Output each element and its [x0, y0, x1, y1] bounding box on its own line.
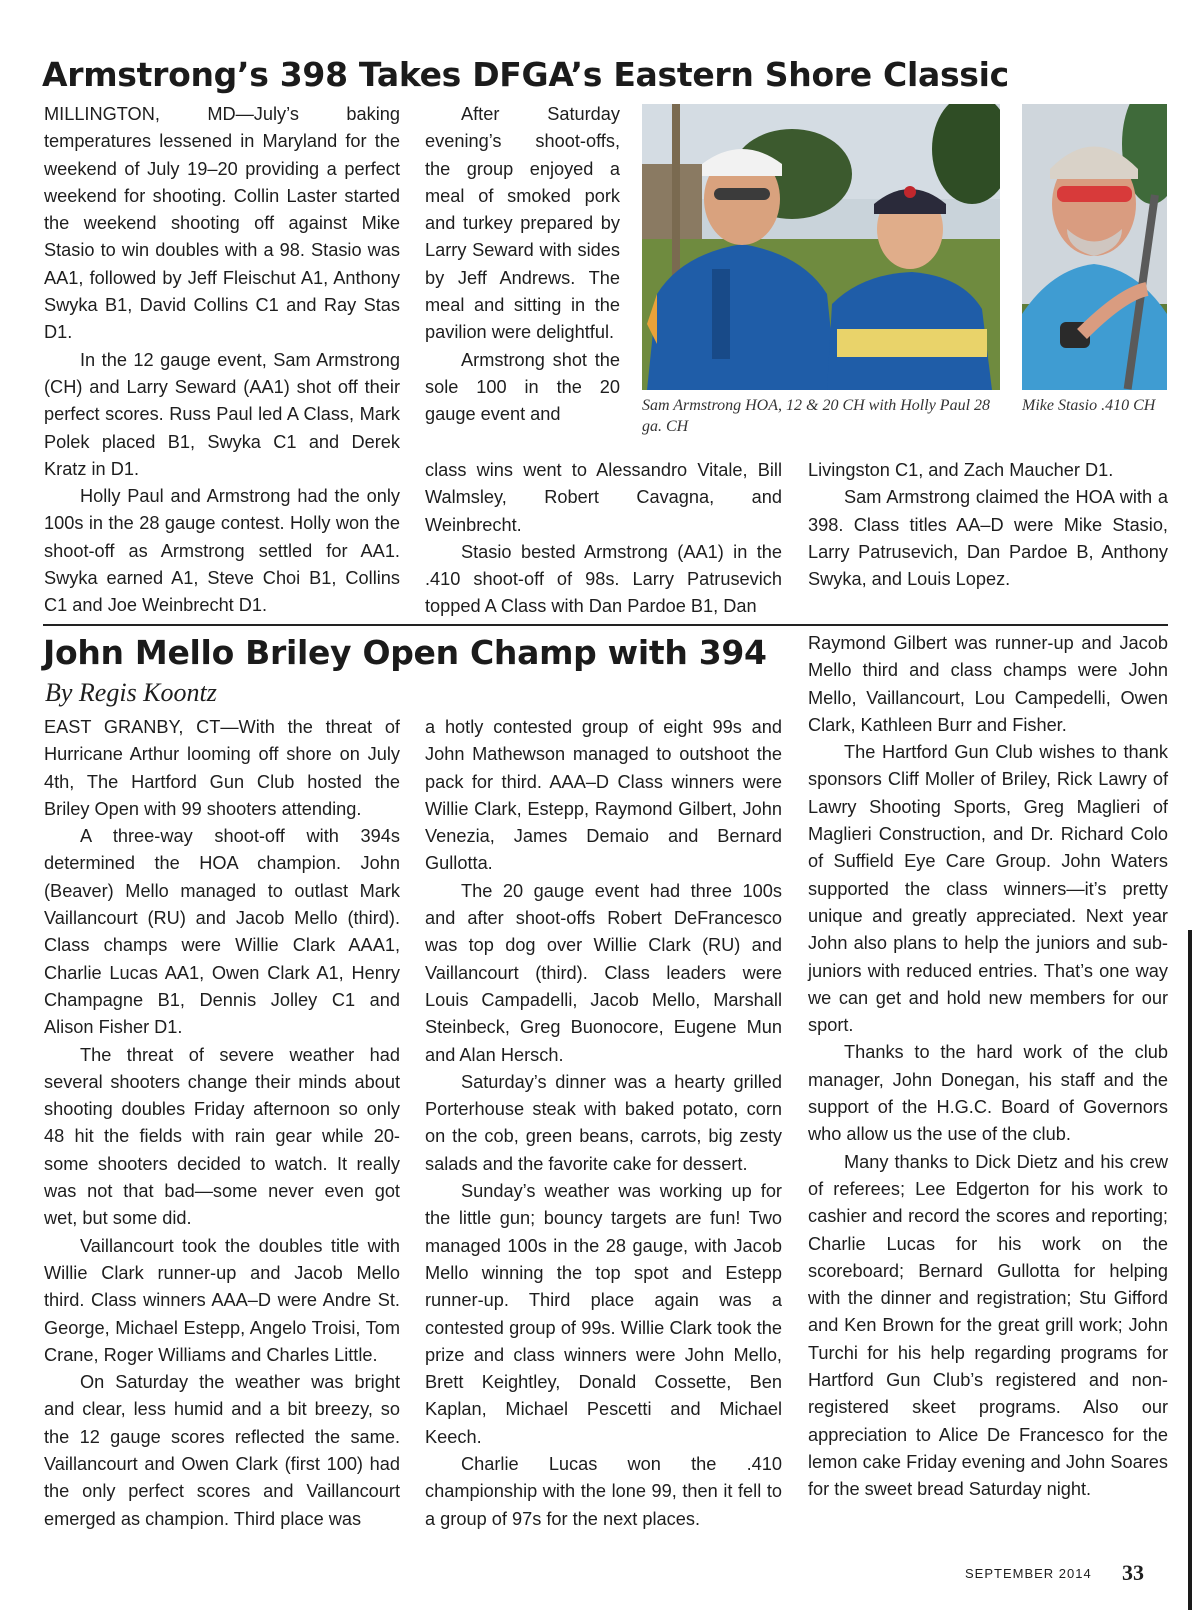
photo-illustration [1022, 104, 1167, 390]
paragraph: On Saturday the weather was bright and clear, less humid and a bit breezy, so the 12 gauge scores reflected the same. Vaillancourt and Owen Clark (first 100) had the only perfect scores and Vaillancourt emerged as champion. Third place was [44, 1372, 400, 1529]
article1-column-2-top [425, 101, 620, 429]
photo-armstrong-and-paul [642, 104, 1000, 390]
article1-column-2-bottom [425, 457, 782, 621]
paragraph: EAST GRANBY, CT—With the threat of Hurricane Arthur looming off shore on July 4th, The Hartford Gun Club hosted the Briley Open with 99 shooters attending. [44, 717, 400, 819]
article2-column-2 [425, 714, 782, 1533]
article1-column-3 [808, 457, 1168, 593]
photo-illustration [642, 104, 1000, 390]
article1-column-1 [44, 101, 400, 620]
article2-title: John Mello Briley Open Champ with 394 [43, 633, 767, 672]
paragraph: Sam Armstrong claimed the HOA with a 398. Class titles AA–D were Mike Stasio, Larry Patrusevich, Dan Pardoe B, Anthony Swyka, and Louis Lopez. [808, 487, 1168, 590]
paragraph: a hotly contested group of eight 99s and John Mathewson managed to outshoot the pack for third. AAA–D Class winners were Willie Clark, Estepp, Raymond Gilbert, John Venezia, James Demaio and Bernard Gullotta. [425, 717, 782, 874]
article2-byline: By Regis Koontz [45, 678, 217, 707]
article1-title: Armstrong’s 398 Takes DFGA’s Eastern Shore Classic [42, 55, 1009, 94]
paragraph: Many thanks to Dick Dietz and his crew of referees; Lee Edgerton for his work to cashier and record the scores and reporting; Charlie Lucas for his work on the scoreboard; Bernard Gullotta for helping with the dinner and registration; Stu Gifford and Ken Brown for the great grill work; John Turchi for his help regarding programs for Hartford Gun Club’s registered and non-registered skeet programs. Also our appreciation to Alice De Francesco for the lemon cake Friday evening and John Soares for the sweet bread Saturday night. [808, 1151, 1168, 1500]
paragraph: After Saturday evening’s shoot-offs, the group enjoyed a meal of smoked pork and turkey prepared by Larry Seward with sides by Jeff Andrews. The meal and sitting in the pavilion were delightful. [425, 104, 620, 343]
paragraph: The 20 gauge event had three 100s and after shoot-offs Robert DeFrancesco was top dog over Willie Clark (RU) and Vaillancourt (third). Class leaders were Louis Campadelli, Jacob Mello, Marshall Steinbeck, Greg Buonocore, Eugene Mun and Alan Hersch. [425, 880, 782, 1065]
paragraph: Stasio bested Armstrong (AA1) in the .410 shoot-off of 98s. Larry Patrusevich topped A Class with Dan Pardoe B1, Dan [425, 541, 782, 617]
photo2-caption: Mike Stasio .410 CH [1022, 397, 1156, 414]
paragraph: class wins went to Alessandro Vitale, Bill Walmsley, Robert Cavagna, and Weinbrecht. [425, 460, 782, 535]
paragraph: Saturday’s dinner was a hearty grilled Porterhouse steak with baked potato, corn on the cob, green beans, carrots, big zesty salads and the favorite cake for dessert. [425, 1071, 782, 1174]
paragraph: In the 12 gauge event, Sam Armstrong (CH) and Larry Seward (AA1) shot off their perfect scores. Russ Paul led A Class, Mark Polek placed B1, Swyka C1 and Derek Kratz in D1. [44, 349, 400, 479]
article2-column-1 [44, 714, 400, 1533]
paragraph: Livingston C1, and Zach Maucher D1. [808, 460, 1114, 480]
paragraph: Charlie Lucas won the .410 championship with the lone 99, then it fell to a group of 97s for the next places. [425, 1454, 782, 1529]
footer-page-number: 33 [1122, 1560, 1144, 1585]
paragraph: Holly Paul and Armstrong had the only 100s in the 28 gauge contest. Holly won the shoot-off as Armstrong settled for AA1. Swyka earned A1, Steve Choi B1, Collins C1 and Joe Weinbrecht D1. [44, 486, 400, 616]
paragraph: Thanks to the hard work of the club manager, John Donegan, his staff and the support of the H.G.C. Board of Governors who allow us the use of the club. [808, 1042, 1168, 1145]
paragraph: Armstrong shot the sole 100 in the 20 gauge event and [425, 349, 620, 425]
photo1-caption: Sam Armstrong HOA, 12 & 20 CH with Holly Paul 28 ga. CH [642, 397, 991, 435]
paragraph: Raymond Gilbert was runner-up and Jacob Mello third and class champs were John Mello, Vaillancourt, Lou Campedelli, Owen Clark, Kathleen Burr and Fisher. [808, 633, 1168, 735]
page-edge-shadow [1188, 930, 1192, 1610]
section-divider [43, 624, 1168, 626]
paragraph: The Hartford Gun Club wishes to thank sponsors Cliff Moller of Briley, Rick Lawry of Lawry Shooting Sports, Greg Maglieri of Maglieri Construction, and Dr. Richard Colo of Suffield Eye Care Group. John Waters supported the class winners—it’s pretty unique and greatly appreciated. Next year John also plans to help the juniors and sub-juniors with reduced entries. That’s one way we can get and hold new members for our sport. [808, 742, 1168, 1036]
article2-column-3 [808, 630, 1168, 1504]
paragraph: The threat of severe weather had several shooters change their minds about shooting doubles Friday afternoon so only 48 hit the fields with rain gear while 20-some shooters decided to watch. It really was not that bad—some never even got wet, but some did. [44, 1044, 400, 1229]
paragraph: MILLINGTON, MD—July’s baking temperatures lessened in Maryland for the weekend of July 19–20 providing a perfect weekend for shooting. Collin Laster started the weekend shooting off against Mike Stasio to win doubles with a 98. Stasio was AA1, followed by Jeff Fleischut A1, Anthony Swyka B1, David Collins C1 and Ray Stas D1. [44, 104, 400, 343]
paragraph: Vaillancourt took the doubles title with Willie Clark runner-up and Jacob Mello third. Class winners AAA–D were Andre St. George, Michael Estepp, Angelo Troisi, Tom Crane, Roger Williams and Charles Little. [44, 1235, 400, 1365]
paragraph: Sunday’s weather was working up for the little gun; bouncy targets are fun! Two managed 100s in the 28 gauge, with Jacob Mello winning the top spot and Estepp runner-up. Third place again was a contested group of 99s. Willie Clark took the prize and class winners were John Mello, Brett Keightley, Donald Cossette, Ben Kaplan, Michael Pescetti and Michael Keech. [425, 1181, 782, 1447]
photo-mike-stasio [1022, 104, 1167, 390]
footer-issue-date: SEPTEMBER 2014 [965, 1566, 1092, 1581]
paragraph: A three-way shoot-off with 394s determined the HOA champion. John (Beaver) Mello managed to outlast Mark Vaillancourt (RU) and Jacob Mello (third). Class champs were Willie Clark AAA1, Charlie Lucas AA1, Owen Clark A1, Henry Champagne B1, Dennis Jolley C1 and Alison Fisher D1. [44, 826, 400, 1038]
